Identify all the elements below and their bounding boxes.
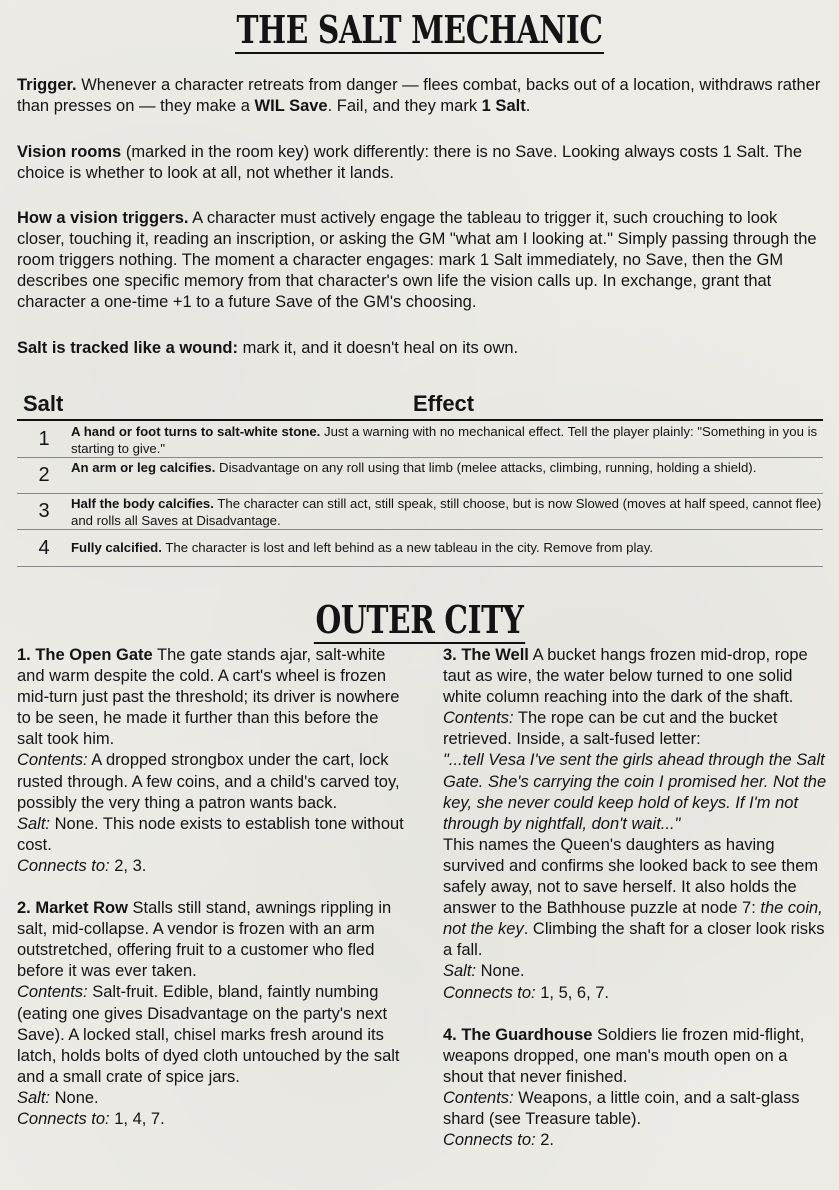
salt-level: 3 [38,500,50,522]
salt-level: 2 [38,464,50,486]
trigger-rule: Trigger. Whenever a character retreats from danger — flees combat, backs out of a location, withdraws rather than presses on — they make a WIL Save. Fail, and they mark 1 Salt. [17,76,821,115]
node-market-row: 2. Market Row Stalls still stand, awnings rippling in salt, mid-collapse. A vendor is frozen with an arm outstretched, offering fruit to a customer who fled before it was ever taken. Contents: Salt-fruit. Edible, bland, faintly numbing (eating one gives Disadvantage on the party's next Save). A locked stall, chisel marks fresh around its latch, holds bolts of dyed cloth untouched by the salt and a small crate of spice jars. Salt: None. Connects to: 1, 4, 7. [17,899,400,1128]
wound-rule: Salt is tracked like a wound: mark it, and it doesn't heal on its own. [17,339,519,357]
table-row [17,421,823,458]
page-title: THE SALT MECHANIC [236,7,603,52]
salt-level: 4 [38,537,50,559]
effect-text: Half the body calcifies. The character can still act, still speak, still choose, but is now Slowed (moves at half speed, cannot flee) and rolls all Saves at Disadvantage. [71,496,822,528]
vision-rooms-rule: Vision rooms (marked in the room key) work differently: there is no Save. Looking always costs 1 Salt. The choice is whether to look at all, not whether it lands. [17,143,803,182]
table-header [17,389,823,421]
left-column [17,645,405,1151]
salt-level: 1 [38,428,50,450]
table-row [17,494,823,530]
node-guardhouse: 4. The Guardhouse Soldiers lie frozen mid-flight, weapons dropped, one man's mouth open on a shout that never finished. Contents: Weapons, a little coin, and a salt-glass shard (see Treasure table). Connects to: 2. [443,1025,805,1150]
effect-text: An arm or leg calcifies. Disadvantage on any roll using that limb (melee attacks, climbing, running, holding a shield). [71,460,757,475]
vision-trigger-rule: How a vision triggers. A character must actively engage the tableau to trigger it, such crouching to look closer, touching it, reading an inscription, or asking the GM "what am I looking at." Simply passing through the room triggers nothing. The moment a character engages: mark 1 Salt immediately, no Save, then the GM describes one specific memory from that character's own life the vision calls up. In exchange, grant that character a one-time +1 to a future Save of the GM's choosing. [17,209,817,311]
section-title: OUTER CITY [315,597,524,642]
node-open-gate: 1. The Open Gate The gate stands ajar, salt-white and warm despite the cold. A cart's wheel is frozen mid-turn just past the threshold; its driver is nowhere to be seen, he made it further than this before the salt took him. Contents: A dropped strongbox under the cart, lock rusted through. A few coins, and a child's carved toy, possibly the very thing a patron wants back. Salt: None. This node exists to establish tone without cost. Connects to: 2, 3. [17,646,404,875]
header-salt: Salt [23,391,64,416]
node-well: 3. The Well A bucket hangs frozen mid-drop, rope taut as wire, the water below turned to one solid white column reaching into the dark of the shaft. Contents: The rope can be cut and the bucket retrieved. Inside, a salt-fused letter: "...tell Vesa I've sent the girls ahead through the Salt Gate. She's carrying the coin I promised her. Not the key, she never could keep hold of keys. If I'm not through by nightfall, don't wait..." This names the Queen's daughters as having survived and confirms she looked back to see them safely away, not to save herself. It also holds the answer to the Bathhouse puzzle at node 7: the coin, not the key. Climbing the shaft for a closer look risks a fall. Salt: None. Connects to: 1, 5, 6, 7. [443,646,827,1002]
right-column [443,645,828,1172]
effect-text: Fully calcified. The character is lost and left behind as a new tableau in the city. Remove from play. [71,540,654,555]
table-row [17,458,823,494]
table-row [17,530,823,567]
header-effect: Effect [413,391,475,416]
effect-text: A hand or foot turns to salt-white stone. Just a warning with no mechanical effect. Tell the player plainly: "Something in you is starting to give." [71,424,818,456]
salt-table [17,389,823,567]
